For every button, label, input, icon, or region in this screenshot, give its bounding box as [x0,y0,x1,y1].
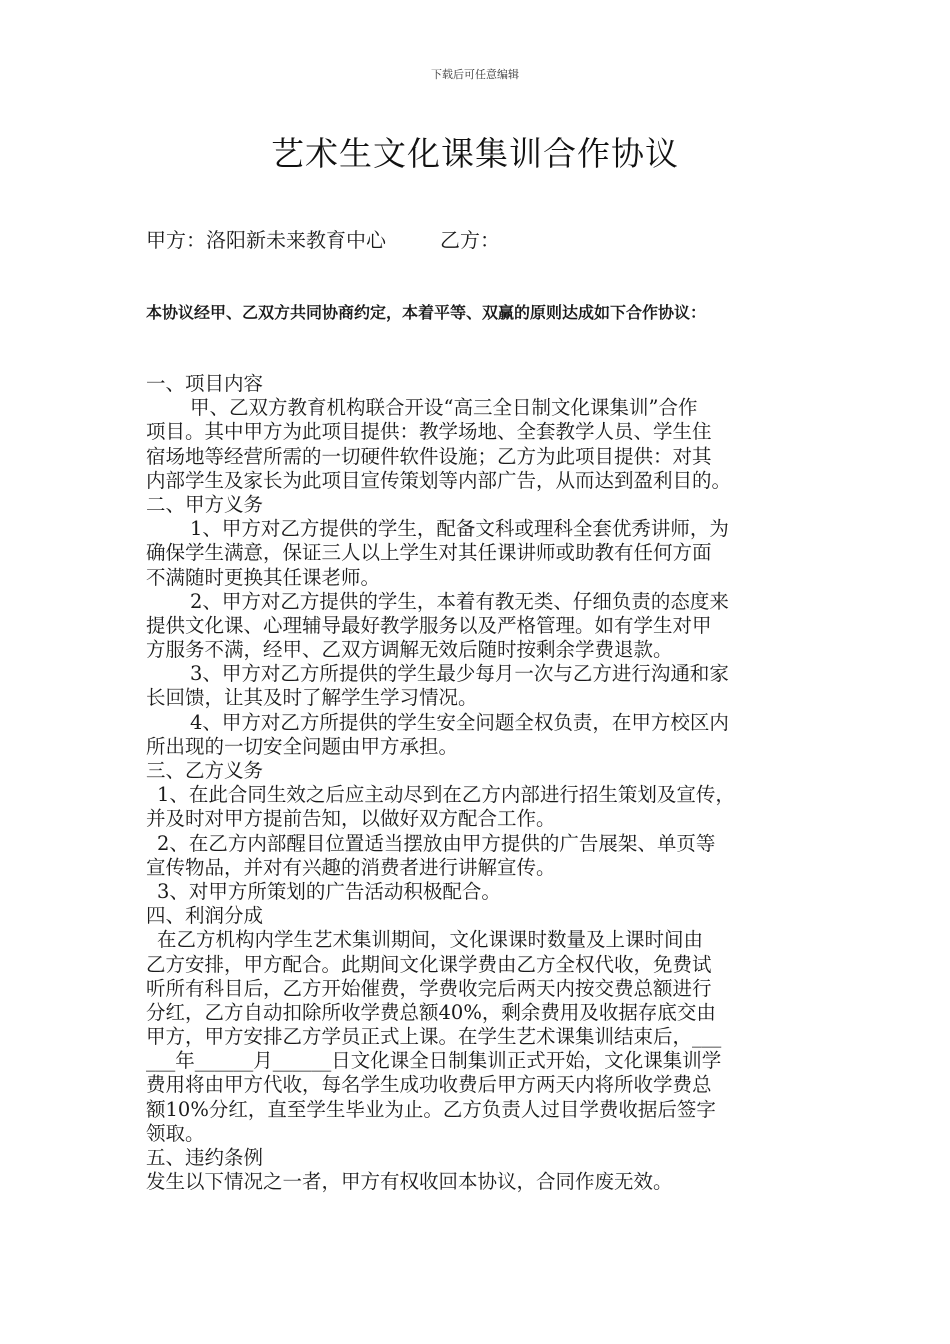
text-line: 3、对甲方所策划的广告活动积极配合。 [157,879,501,903]
text-line: 3、甲方对乙方所提供的学生最少每月一次与乙方进行沟通和家 [190,662,729,686]
text-line: 在乙方机构内学生艺术集训期间，文化课课时数量及上课时间由 [157,928,704,952]
text-line: 费用将由甲方代收，每名学生成功收费后甲方两天内将所收学费总 [146,1073,712,1097]
text-line: 内部学生及家长为此项目宣传策划等内部广告，从而达到盈利目的。 [146,468,732,492]
party-b: 乙方： [440,228,500,252]
text-line: 发生以下情况之一者，甲方有权收回本协议，合同作废无效。 [146,1170,673,1194]
text-line: 2、甲方对乙方提供的学生，本着有教无类、仔细负责的态度来 [190,589,729,613]
text-line: 提供文化课、心理辅导最好教学服务以及严格管理。如有学生对甲 [146,613,712,637]
text-line: 项目。其中甲方为此项目提供：教学场地、全套教学人员、学生住 [146,420,712,444]
parties-line [146,224,500,253]
text-line: 方服务不满，经甲、乙双方调解无效后随时按剩余学费退款。 [146,638,673,662]
text-line: 1、在此合同生效之后应主动尽到在乙方内部进行招生策划及宣传， [157,783,735,807]
text-line: 甲、乙双方教育机构联合开设“高三全日制文化课集训”合作 [190,396,698,420]
text-line: 不满随时更换其任课老师。 [146,565,381,589]
header-note: 下载后可任意编辑 [431,68,519,81]
text-line: ___年______月______日文化课全日制集训正式开始，文化课集训学 [146,1049,722,1073]
section-heading-party-b: 三、乙方义务 [146,759,264,782]
text-line: 领取。 [146,1121,205,1145]
agreement-body [146,372,806,1194]
text-line: 长回馈，让其及时了解学生学习情况。 [146,686,478,710]
text-line: 额10%分红，直至学生毕业为止。乙方负责人过目学费收据后签字 [146,1097,716,1121]
party-a: 甲方：洛阳新未来教育中心 [146,228,386,252]
section-heading-breach: 五、违约条例 [146,1146,264,1169]
text-line: 4、甲方对乙方所提供的学生安全问题全权负责，在甲方校区内 [190,710,729,734]
text-line: 确保学生满意，保证三人以上学生对其任课讲师或助教有任何方面 [146,541,712,565]
text-line: 听所有科目后，乙方开始催费，学费收完后两天内按交费总额进行 [146,976,712,1000]
text-line: 2、在乙方内部醒目位置适当摆放由甲方提供的广告展架、单页等 [157,831,716,855]
text-line: 所出现的一切安全问题由甲方承担。 [146,734,459,758]
text-line: 并及时对甲方提前告知，以做好双方配合工作。 [146,807,556,831]
text-line: 1、甲方对乙方提供的学生，配备文科或理科全套优秀讲师，为 [190,517,729,541]
text-line: 乙方安排，甲方配合。此期间文化课学费由乙方全权代收，免费试 [146,952,712,976]
text-line: 分红，乙方自动扣除所收学费总额40%，剩余费用及收据存底交由 [146,1000,716,1024]
section-heading-party-a: 二、甲方义务 [146,492,264,516]
text-line: 宣传物品，并对有兴趣的消费者进行讲解宣传。 [146,855,556,879]
section-heading-profit: 四、利润分成 [146,904,264,928]
document-title: 艺术生文化课集训合作协议 [271,134,679,173]
intro-statement: 本协议经甲、乙双方共同协商约定，本着平等、双赢的原则达成如下合作协议： [146,303,707,322]
text-line: 宿场地等经营所需的一切硬件软件设施；乙方为此项目提供：对其 [146,444,712,468]
section-heading-project: 一、项目内容 [146,372,264,395]
text-line: 甲方，甲方安排乙方学员正式上课。在学生艺术课集训结束后，___ [146,1025,722,1049]
